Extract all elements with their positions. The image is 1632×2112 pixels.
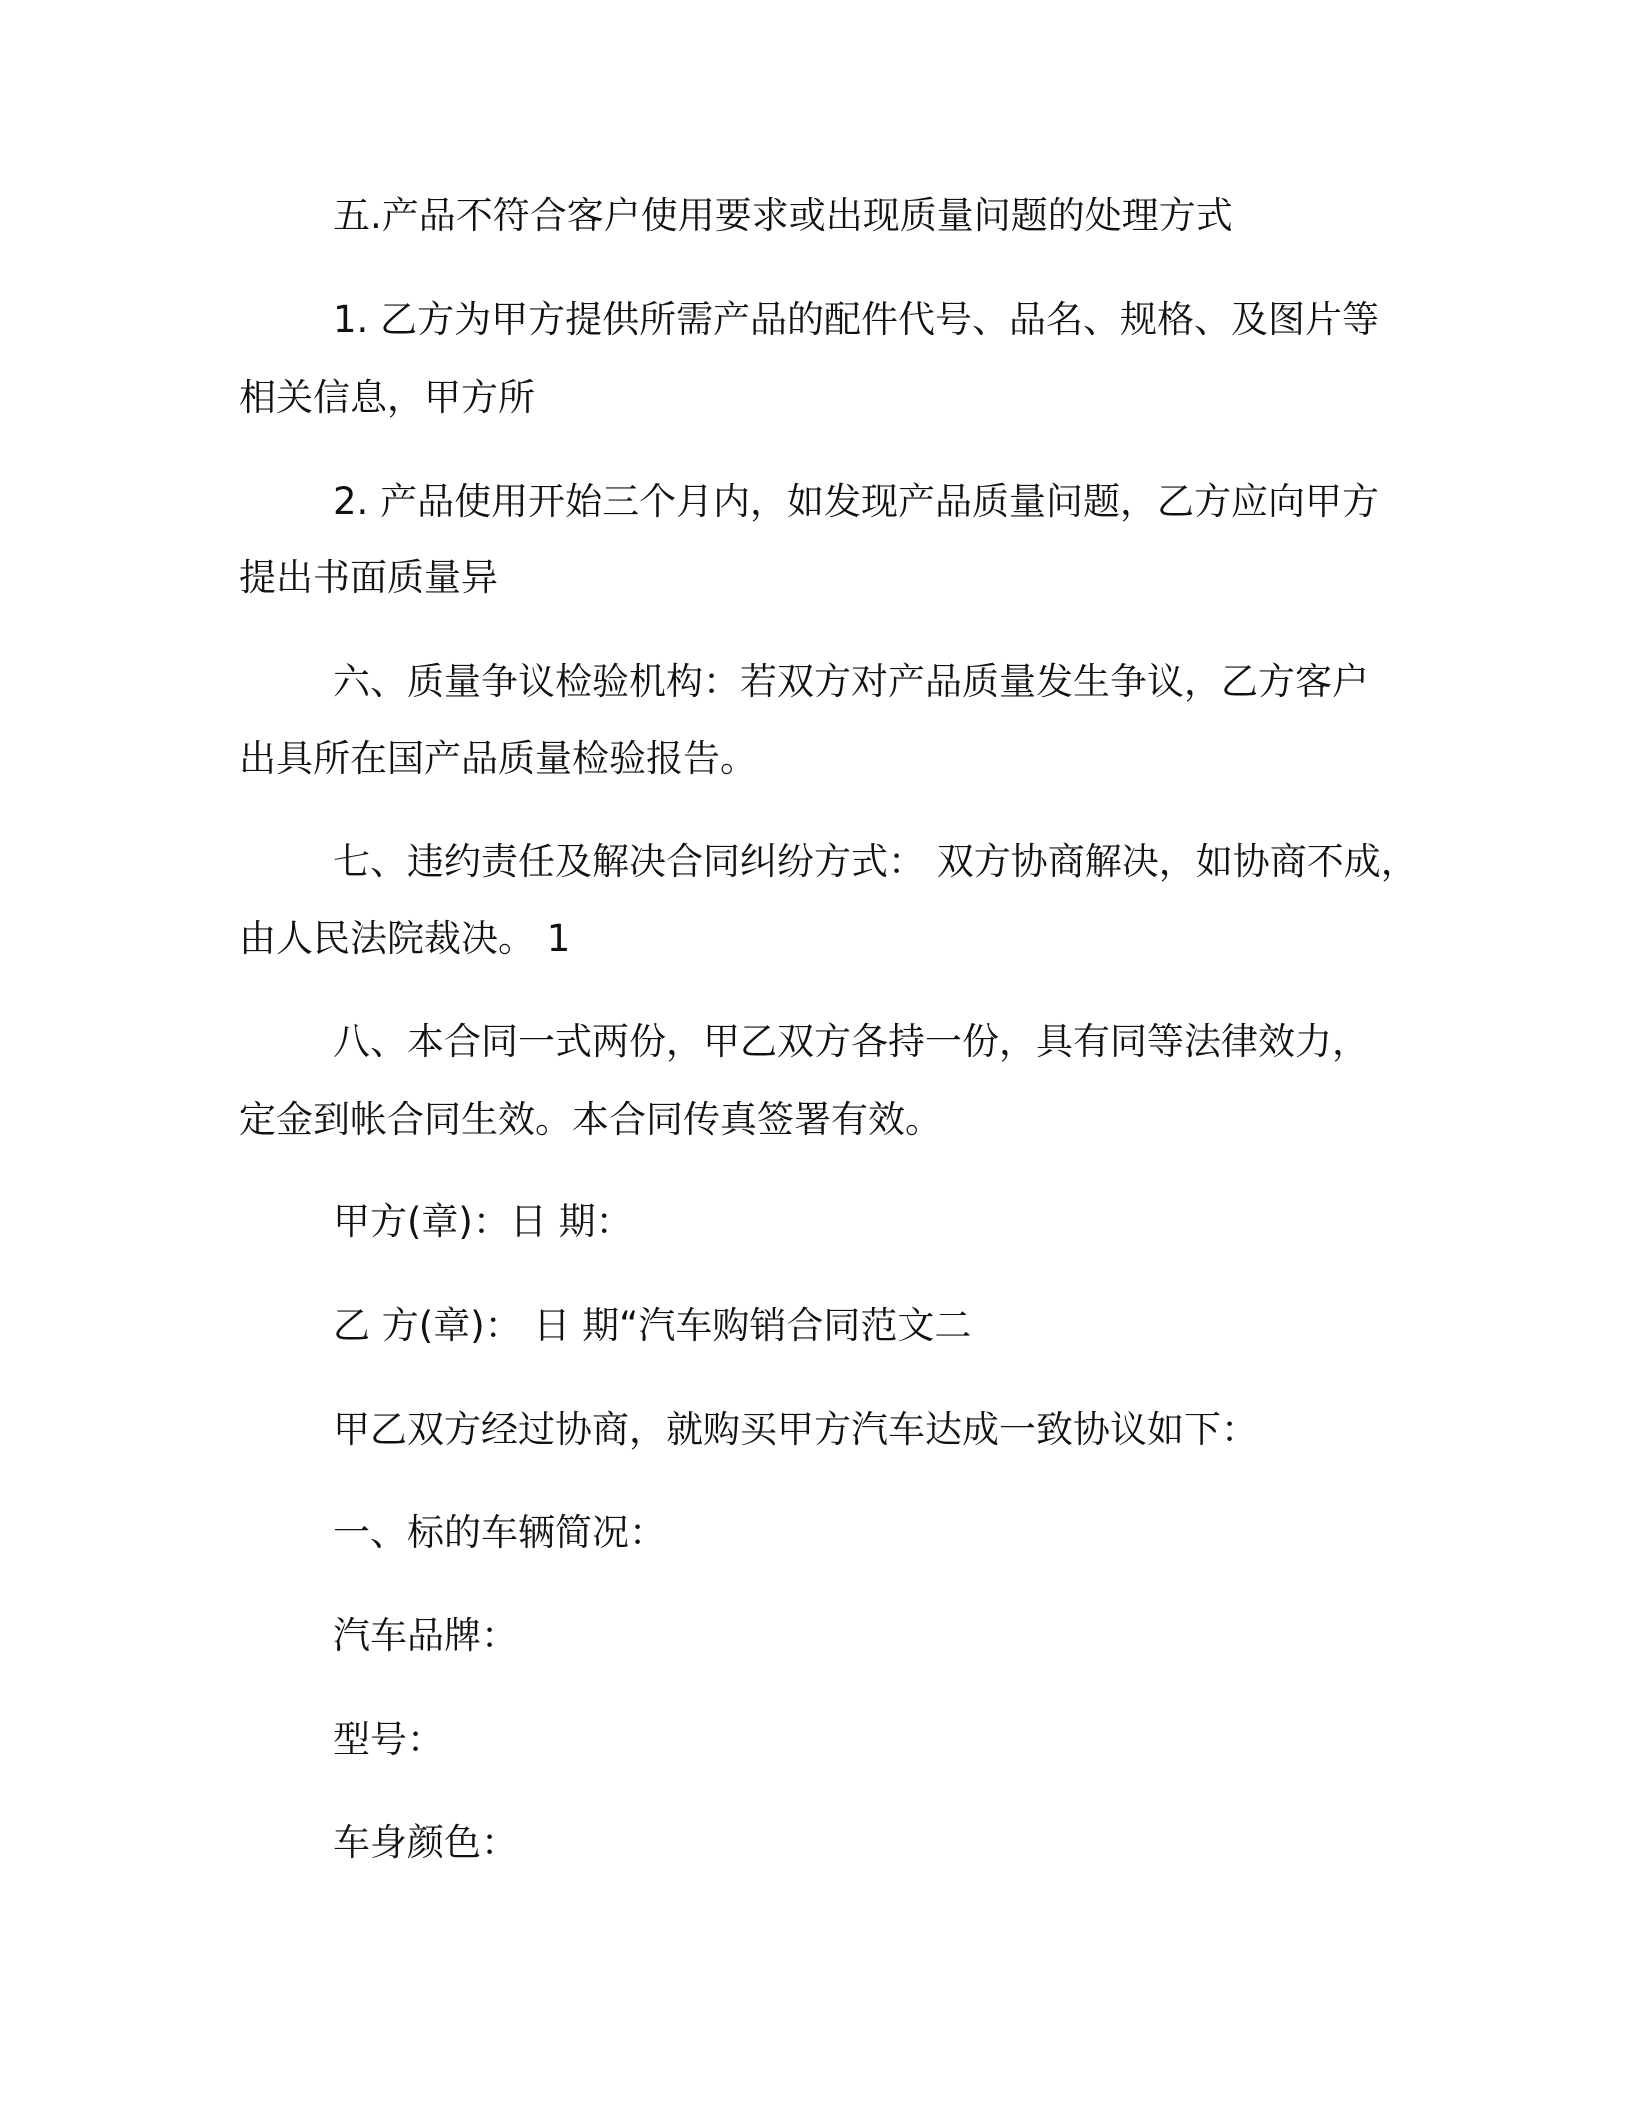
vehicle-overview-heading: 一、标的车辆简况： [333,1511,666,1554]
agreement-intro: 甲乙双方经过协商，就购买甲方汽车达成一致协议如下： [333,1408,1258,1451]
vehicle-model-label: 型号： [333,1718,444,1761]
section-8-line-1: 八、本合同一式两份，甲乙双方各持一份，具有同等法律效力， [333,1020,1369,1063]
clause-1-line-2: 相关信息，甲方所 [239,376,535,419]
clause-1-line-1: 1. 乙方为甲方提供所需产品的配件代号、品名、规格、及图片等 [333,298,1380,341]
section-6-line-1: 六、质量争议检验机构：若双方对产品质量发生争议，乙方客户 [333,660,1369,703]
section-7-line-1: 七、违约责任及解决合同纠纷方式： 双方协商解决，如协商不成， [333,840,1418,883]
party-a-signature-line: 甲方(章)：日 期： [333,1200,633,1243]
section-5-heading: 五.产品不符合客户使用要求或出现质量问题的处理方式 [333,194,1233,237]
party-b-signature-line: 乙 方(章)： 日 期“汽车购销合同范文二 [333,1304,972,1347]
section-8-line-2: 定金到帐合同生效。本合同传真签署有效。 [239,1098,942,1141]
section-6-line-2: 出具所在国产品质量检验报告。 [239,737,757,780]
vehicle-color-label: 车身颜色： [333,1821,518,1864]
section-7-line-2: 由人民法院裁决。 1 [239,917,571,960]
clause-2-line-1: 2. 产品使用开始三个月内，如发现产品质量问题，乙方应向甲方 [333,480,1380,523]
vehicle-brand-label: 汽车品牌： [333,1614,518,1657]
clause-2-line-2: 提出书面质量异 [239,556,498,599]
